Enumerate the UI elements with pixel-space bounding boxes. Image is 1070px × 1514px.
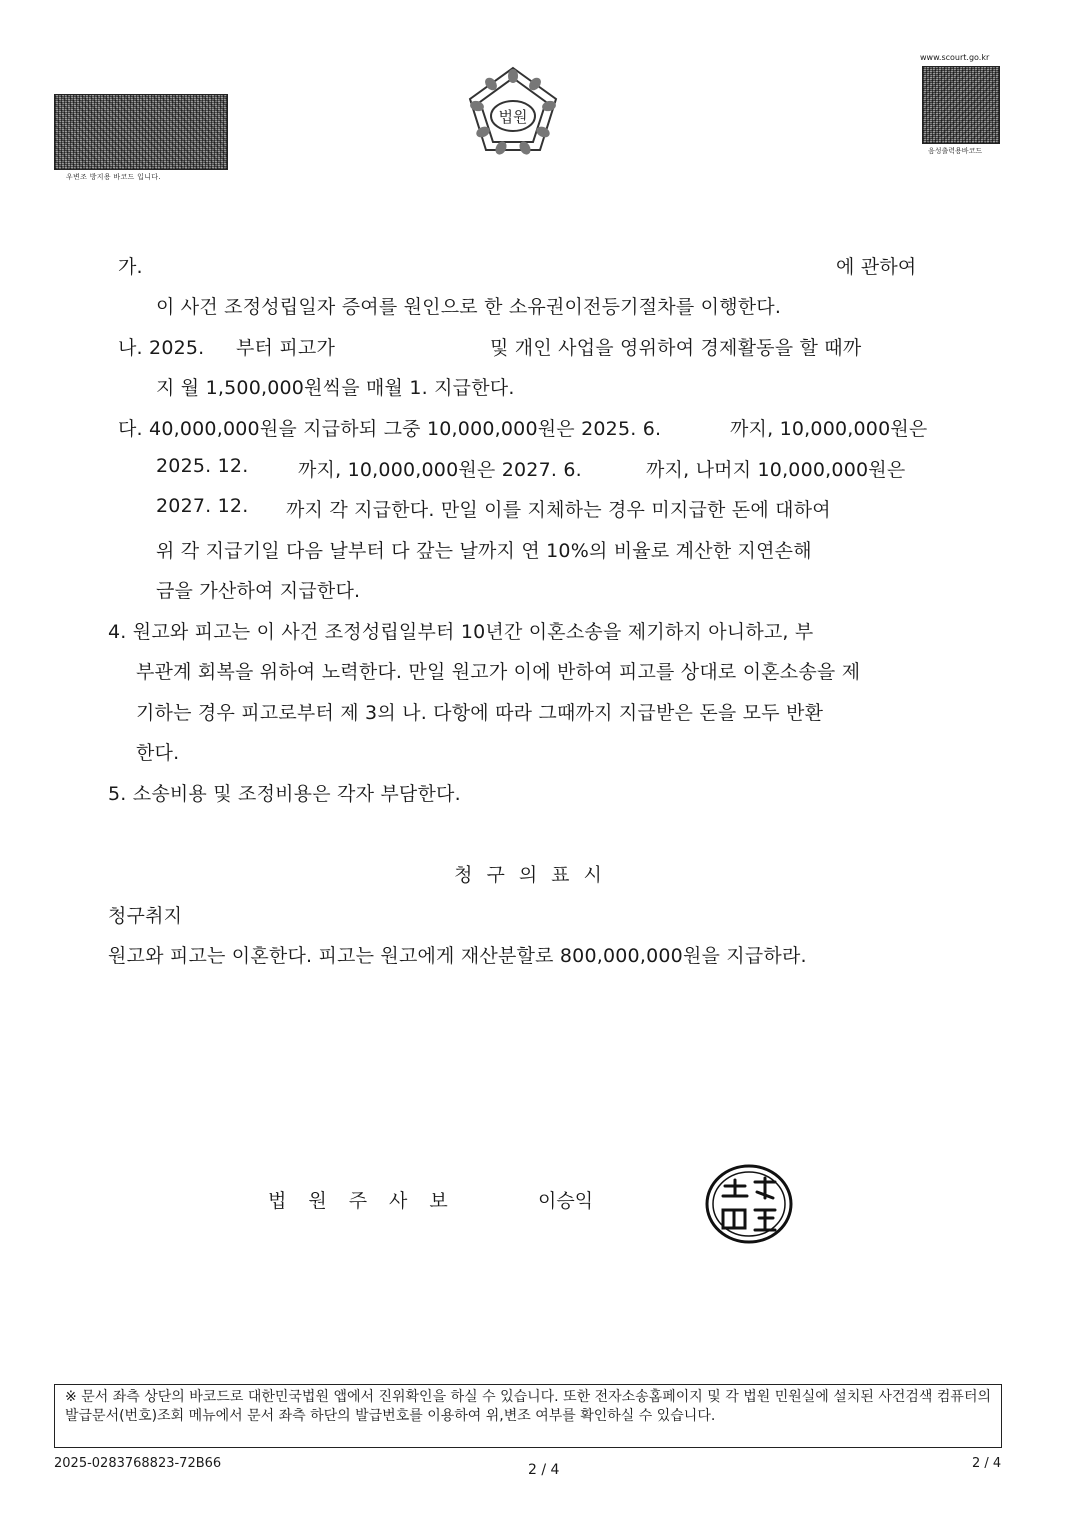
- item-da-line2-part1: 2025. 12.: [156, 455, 249, 477]
- scourt-url: www.scourt.go.kr: [920, 53, 990, 62]
- voice-output-barcode-caption: 음성출력용바코드: [928, 147, 983, 155]
- item-na-line2: 지 월 1,500,000원씩을 매월 1. 지급한다.: [156, 377, 515, 399]
- claim-heading: 청구의표시: [454, 864, 616, 886]
- item-ga-line2: 이 사건 조정성립일자 증여를 원인으로 한 소유권이전등기절차를 이행한다.: [156, 296, 782, 318]
- signer-name: 이승익: [538, 1190, 594, 1212]
- item-da-line2-part3: 까지, 나머지 10,000,000원은: [646, 459, 906, 481]
- official-seal-icon: [703, 1162, 795, 1246]
- item-da-line3-part1: 2027. 12.: [156, 495, 249, 517]
- item-ga-label: 가.: [118, 256, 143, 278]
- item-4-line2: 부관계 회복을 위하여 노력한다. 만일 원고가 이에 반하여 피고를 상대로 이혼소송을 제: [136, 661, 861, 683]
- item-da-line2-part2: 까지, 10,000,000원은 2027. 6.: [298, 459, 582, 481]
- court-emblem-icon: [463, 62, 563, 162]
- item-4-line4: 한다.: [136, 742, 180, 764]
- claim-subheading: 청구취지: [108, 905, 183, 927]
- voice-output-barcode: [922, 66, 1000, 144]
- item-ga-tail: 에 관하여: [836, 256, 917, 278]
- signer-title: 법원주사보: [268, 1190, 470, 1212]
- page-indicator-right: 2 / 4: [972, 1456, 1002, 1471]
- page-indicator-center: 2 / 4: [528, 1462, 560, 1478]
- item-na-line1-part2: 부터 피고가: [236, 337, 336, 359]
- item-da-line1-part1: 다. 40,000,000원을 지급하되 그중 10,000,000원은 2025. 6.: [118, 418, 662, 440]
- court-emblem-text: 법원: [498, 108, 528, 126]
- claim-text: 원고와 피고는 이혼한다. 피고는 원고에게 재산분할로 800,000,000원을 지급하라.: [108, 945, 807, 967]
- item-na-line1-part3: 및 개인 사업을 영위하여 경제활동을 할 때까: [490, 337, 862, 359]
- item-5: 5. 소송비용 및 조정비용은 각자 부담한다.: [108, 783, 461, 805]
- issue-number: 2025-0283768823-72B66: [54, 1456, 222, 1471]
- item-da-line5: 금을 가산하여 지급한다.: [156, 580, 361, 602]
- item-da-line1-part2: 까지, 10,000,000원은: [730, 418, 928, 440]
- tamper-proof-barcode-caption: 우변조 방지용 바코드 입니다.: [66, 173, 161, 181]
- tamper-proof-barcode: [54, 94, 228, 170]
- authenticity-notice: ※ 문서 좌측 상단의 바코드로 대한민국법원 앱에서 진위확인을 하실 수 있습니다. 또한 전자소송홈페이지 및 각 법원 민원실에 설치된 사건검색 컴퓨터의 발급문서(번호)조회 메뉴에서 문서 좌측 하단의 발급번호를 이용하여 위,변조 여부를 확인하실 수 있습니다.: [54, 1384, 1002, 1448]
- item-4-line3: 기하는 경우 피고로부터 제 3의 나. 다항에 따라 그때까지 지급받은 돈을 모두 반환: [136, 702, 824, 724]
- item-4-line1: 4. 원고와 피고는 이 사건 조정성립일부터 10년간 이혼소송을 제기하지 아니하고, 부: [108, 621, 814, 643]
- item-da-line4: 위 각 지급기일 다음 날부터 다 갚는 날까지 연 10%의 비율로 계산한 지연손해: [156, 540, 812, 562]
- item-na-line1-part1: 나. 2025.: [118, 337, 205, 359]
- item-da-line3-part2: 까지 각 지급한다. 만일 이를 지체하는 경우 미지급한 돈에 대하여: [286, 499, 831, 521]
